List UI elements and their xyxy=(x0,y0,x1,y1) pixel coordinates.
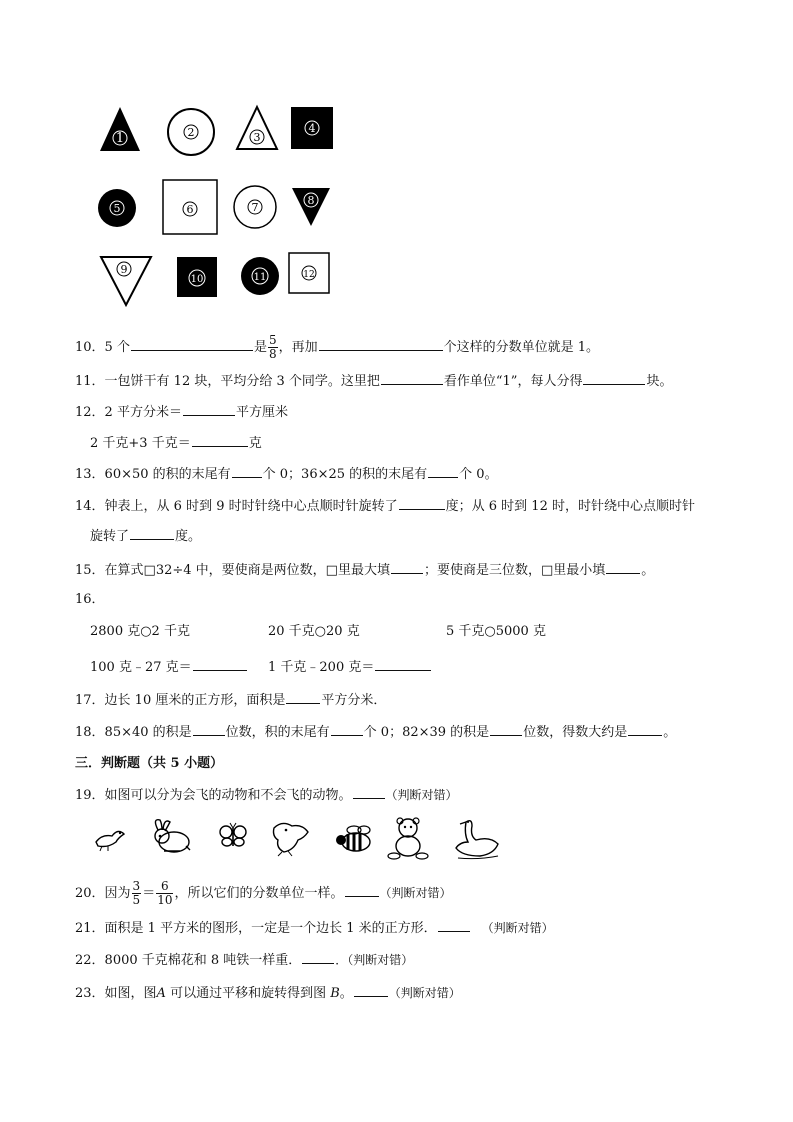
question-12-part-2 xyxy=(90,433,262,454)
answer-blank[interactable] xyxy=(331,722,363,736)
shape-label: 5 xyxy=(113,202,121,215)
question-16 xyxy=(75,590,105,610)
fraction xyxy=(268,334,278,361)
question-16-calc-d xyxy=(90,657,248,678)
shape-1 xyxy=(98,104,142,154)
shape-4 xyxy=(290,106,334,150)
answer-blank[interactable] xyxy=(438,918,470,932)
answer-blank[interactable] xyxy=(302,950,334,964)
shape-label: 6 xyxy=(186,203,194,216)
shape-label: 12 xyxy=(303,270,315,280)
question-number: 16． xyxy=(75,592,105,607)
shape-10 xyxy=(176,256,218,298)
answer-blank[interactable] xyxy=(583,371,645,385)
figure-b-label: B xyxy=(330,986,340,1001)
question-text: 位数，积的末尾有 xyxy=(225,725,330,740)
shape-9 xyxy=(99,255,153,307)
answer-blank[interactable] xyxy=(232,464,262,478)
answer-blank[interactable] xyxy=(354,983,388,997)
question-text: 度；从 6 时到 12 时，时针绕中心点顺时针 xyxy=(445,499,695,514)
question-text: 2 千克+3 千克＝ xyxy=(90,436,191,451)
question-text: 。 xyxy=(663,725,677,740)
compare-item: 5 千克○5000 克 xyxy=(446,624,546,639)
shape-6 xyxy=(162,179,218,235)
fraction-denominator: 5 xyxy=(132,893,141,907)
bear-icon xyxy=(386,816,432,864)
answer-blank[interactable] xyxy=(286,690,320,704)
question-11 xyxy=(75,371,672,392)
shape-label: 4 xyxy=(308,122,316,135)
question-hint: ．（判断对错） xyxy=(335,953,414,967)
question-text: 12．2 平方分米＝ xyxy=(75,405,182,420)
question-text: 平方分米． xyxy=(321,693,387,708)
shape-label: 3 xyxy=(253,131,261,144)
figure-a-label: A xyxy=(156,986,166,1001)
question-22 xyxy=(75,950,413,971)
question-text: 11．一包饼干有 12 块，平均分给 3 个同学。这里把 xyxy=(75,374,380,389)
bird-icon xyxy=(92,824,128,858)
butterfly-icon xyxy=(218,822,248,854)
answer-blank[interactable] xyxy=(193,722,225,736)
question-hint: （判断对错） xyxy=(379,886,452,900)
question-text: ，再加 xyxy=(278,340,318,355)
shape-11 xyxy=(240,256,280,296)
question-13 xyxy=(75,464,498,485)
bee-icon xyxy=(334,824,374,860)
answer-blank[interactable] xyxy=(490,722,522,736)
section-heading: 三．判断题（共 5 小题） xyxy=(75,756,224,771)
question-15 xyxy=(75,560,654,581)
question-text: 14．钟表上，从 6 时到 9 时时针绕中心点顺时针旋转了 xyxy=(75,499,398,514)
fraction-numerator: 6 xyxy=(156,880,173,894)
question-text: 可以通过平移和旋转得到图 xyxy=(165,986,331,1001)
answer-blank[interactable] xyxy=(183,402,235,416)
question-text: 个这样的分数单位就是 1。 xyxy=(443,340,600,355)
question-23 xyxy=(75,983,461,1004)
rabbit-icon xyxy=(150,816,196,860)
shape-7 xyxy=(232,184,278,230)
question-text: 22．8000 千克棉花和 8 吨铁一样重． xyxy=(75,953,302,968)
question-17 xyxy=(75,690,386,711)
question-text: ，所以它们的分数单位一样。 xyxy=(174,886,344,901)
question-16-calc-e xyxy=(268,657,432,678)
question-hint: （判断对错） xyxy=(481,921,554,935)
question-text: 位数，得数大约是 xyxy=(523,725,628,740)
question-text: 是 xyxy=(253,340,267,355)
question-18 xyxy=(75,722,676,743)
answer-blank[interactable] xyxy=(399,496,445,510)
question-19 xyxy=(75,785,458,806)
answer-blank[interactable] xyxy=(319,337,443,351)
question-10 xyxy=(75,334,599,361)
question-16-compare-c xyxy=(446,622,546,642)
fraction-numerator: 3 xyxy=(132,879,141,893)
question-hint: （判断对错） xyxy=(388,986,461,1000)
question-text: 个 0；82×39 的积是 xyxy=(363,725,490,740)
answer-blank[interactable] xyxy=(606,560,640,574)
question-text: 。 xyxy=(641,563,655,578)
answer-blank[interactable] xyxy=(131,337,253,351)
calc-item: 1 千克﹣200 克＝ xyxy=(268,660,375,675)
question-text: 20．因为 xyxy=(75,886,131,901)
question-21 xyxy=(75,918,554,939)
chick-icon xyxy=(268,818,314,862)
question-12 xyxy=(75,402,288,423)
question-16-compare-a xyxy=(90,622,190,642)
answer-blank[interactable] xyxy=(428,464,458,478)
question-text: 。 xyxy=(339,986,353,1001)
shape-12 xyxy=(288,252,330,294)
question-text: 个 0。 xyxy=(459,467,498,482)
question-text: 19．如图可以分为会飞的动物和不会飞的动物。 xyxy=(75,788,352,803)
question-text: 17．边长 10 厘米的正方形，面积是 xyxy=(75,693,286,708)
question-text: 块。 xyxy=(646,374,673,389)
answer-blank[interactable] xyxy=(193,657,247,671)
question-text: 看作单位“1”，每人分得 xyxy=(443,374,583,389)
question-hint: （判断对错） xyxy=(385,788,458,802)
shape-label: 1 xyxy=(115,131,125,146)
answer-blank[interactable] xyxy=(192,433,248,447)
question-text: 10．5 个 xyxy=(75,340,130,355)
shape-label: 7 xyxy=(251,201,259,214)
calc-item: 100 克﹣27 克＝ xyxy=(90,660,192,675)
answer-blank[interactable] xyxy=(345,883,379,897)
question-text: 度。 xyxy=(175,529,202,544)
question-text: 13．60×50 的积的末尾有 xyxy=(75,467,231,482)
fraction-denominator: 8 xyxy=(268,347,277,361)
question-text: 23．如图，图 xyxy=(75,986,157,1001)
shape-3 xyxy=(235,104,279,152)
question-14 xyxy=(75,496,695,517)
question-text: 21．面积是 1 平方米的图形，一定是一个边长 1 米的正方形． xyxy=(75,921,437,936)
shape-8 xyxy=(290,186,332,228)
answer-blank[interactable] xyxy=(381,371,443,385)
swan-icon xyxy=(450,816,502,864)
shape-label: 9 xyxy=(120,263,128,276)
question-20 xyxy=(75,880,452,907)
answer-blank[interactable] xyxy=(375,657,431,671)
answer-blank[interactable] xyxy=(130,526,174,540)
compare-item: 20 千克○20 克 xyxy=(268,624,360,639)
question-text: 平方厘米 xyxy=(235,405,288,420)
fraction xyxy=(132,880,142,907)
fraction xyxy=(156,880,173,907)
compare-item: 2800 克○2 千克 xyxy=(90,624,190,639)
shape-label: 2 xyxy=(187,126,195,139)
shape-2 xyxy=(165,106,217,158)
answer-blank[interactable] xyxy=(628,722,662,736)
shape-label: 10 xyxy=(190,274,204,285)
answer-blank[interactable] xyxy=(353,785,385,799)
shape-5 xyxy=(97,188,137,228)
question-text: 18．85×40 的积是 xyxy=(75,725,192,740)
question-14-part-2 xyxy=(90,526,201,547)
fraction-numerator: 5 xyxy=(268,333,277,347)
answer-blank[interactable] xyxy=(391,560,423,574)
question-text: 克 xyxy=(248,436,262,451)
shape-label: 8 xyxy=(307,194,315,207)
shape-label: 11 xyxy=(253,272,267,283)
question-text: ；要使商是三位数，□里最小填 xyxy=(423,563,606,578)
question-text: 个 0；36×25 的积的末尾有 xyxy=(262,467,428,482)
question-text: 旋转了 xyxy=(90,529,130,544)
equals-sign: ＝ xyxy=(142,886,156,901)
question-text: 15．在算式□32÷4 中，要使商是两位数，□里最大填 xyxy=(75,563,390,578)
fraction-denominator: 10 xyxy=(157,893,173,907)
question-16-compare-b xyxy=(268,622,360,642)
